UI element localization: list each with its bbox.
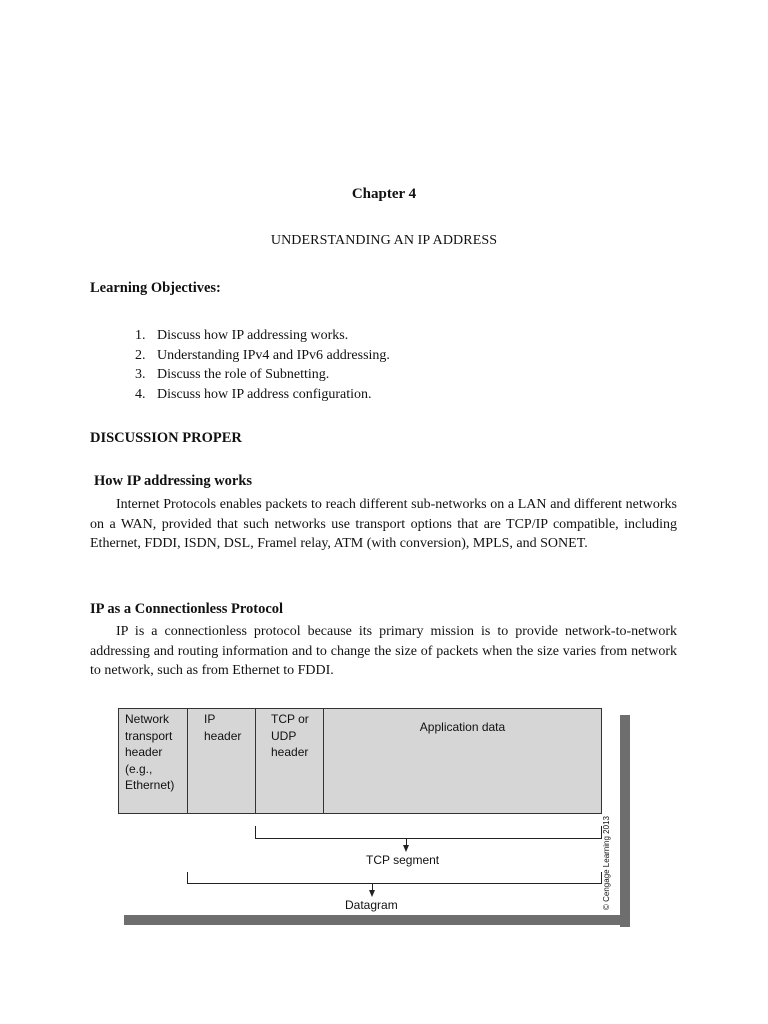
network-header-cell: Network transport header (e.g., Ethernet) (119, 709, 188, 813)
list-item: 1. Discuss how IP addressing works. (135, 328, 349, 343)
ip-header-cell: IP header (188, 709, 256, 813)
packet-box (118, 708, 602, 814)
tcp-segment-bracket (255, 838, 602, 839)
datagram-label: Datagram (345, 898, 398, 912)
tcp-segment-bracket (255, 826, 256, 838)
copyright-notice: © Cengage Learning 2013 (602, 816, 611, 910)
datagram-arrow (369, 890, 375, 897)
application-data-cell: Application data (419, 720, 506, 734)
diagram-shadow (620, 715, 630, 927)
list-item: 3. Discuss the role of Subnetting. (135, 367, 330, 382)
objectives-list (135, 326, 390, 404)
datagram-bracket (187, 872, 188, 883)
tcp-segment-label: TCP segment (366, 853, 440, 867)
list-item: 2. Understanding IPv4 and IPv6 addressing. (135, 347, 390, 363)
learning-objectives-heading: Learning Objectives: (90, 280, 221, 296)
section-body-connectionless: IP is a connectionless protocol because its primary mission is to provide network-to-network addressing and routing information and to change the size of packets when the size varies from network to network, such as from Ethernet to FDDI. (90, 624, 677, 679)
packet-structure-diagram (110, 700, 640, 932)
discussion-heading: DISCUSSION PROPER (90, 430, 242, 446)
datagram-arrow (372, 883, 373, 890)
chapter-title: UNDERSTANDING AN IP ADDRESS (270, 233, 498, 248)
section-heading-ip-addressing: How IP addressing works (94, 473, 253, 489)
chapter-label: Chapter 4 (351, 186, 417, 202)
section-body-ip-addressing: Internet Protocols enables packets to reach different sub-networks on a LAN and different networks on a WAN, provided that such networks use transport options that are TCP/IP compatible, including Ethernet, FDDI, ISDN, DSL, Framel relay, ATM (with conversion), MPLS, and SONET. (90, 497, 677, 552)
list-item: 4. Discuss how IP address configuration. (135, 386, 372, 402)
tcp-segment-arrow (403, 845, 409, 852)
datagram-bracket (187, 883, 602, 884)
tcp-udp-header-cell: TCP or UDP header (256, 709, 324, 813)
section-heading-connectionless: IP as a Connectionless Protocol (90, 601, 284, 617)
diagram-shadow (124, 915, 630, 925)
tcp-segment-arrow (406, 838, 407, 845)
